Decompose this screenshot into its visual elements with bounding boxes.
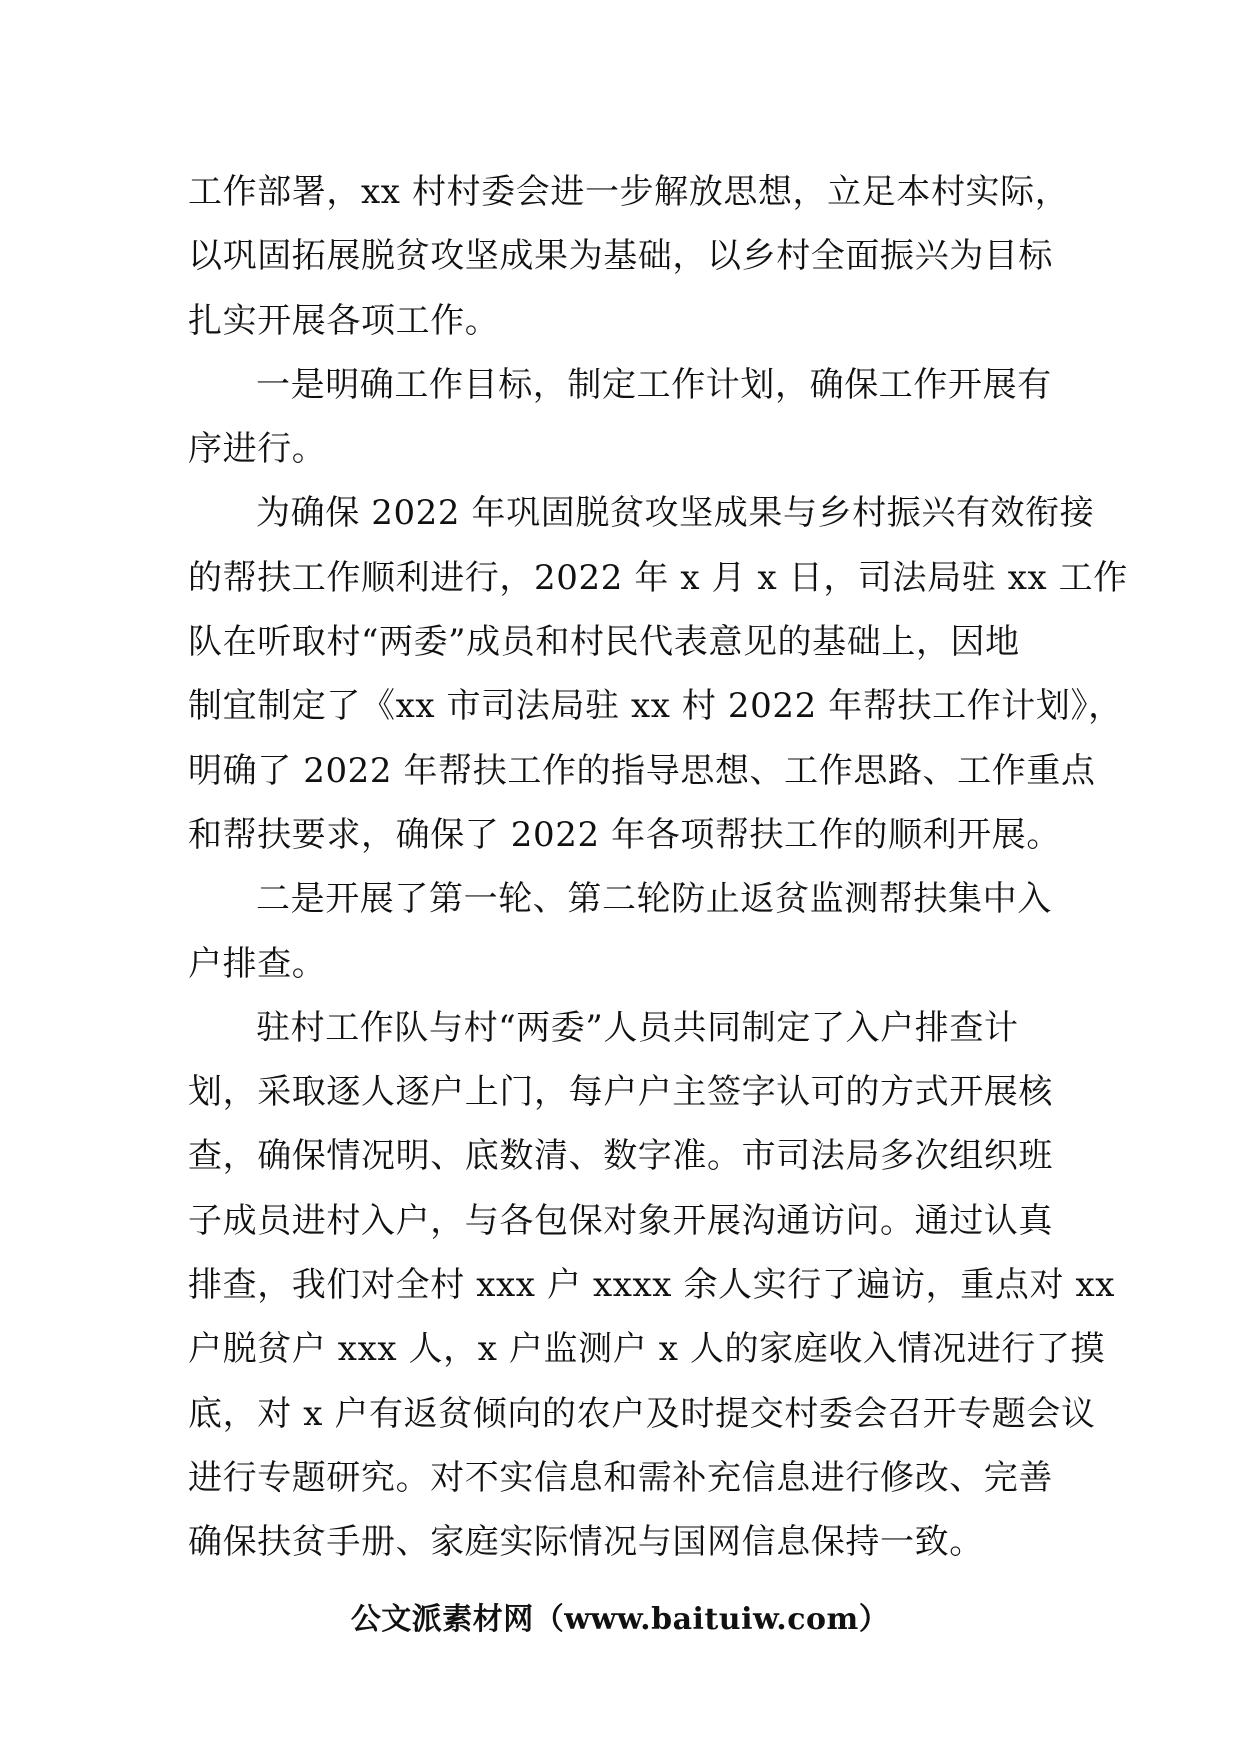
text-line: 的帮扶工作顺利进行，2022 年 x 月 x 日，司法局驻 xx 工作	[188, 557, 1128, 598]
text-line: 二是开展了第一轮、第二轮防止返贫监测帮扶集中入	[256, 879, 1052, 920]
paragraph	[188, 481, 1128, 867]
text-line: 序进行。	[188, 429, 327, 470]
text-line: 进行专题研究。对不实信息和需补充信息进行修改、完善	[188, 1457, 1053, 1498]
text-line: 队在听取村“两委”成员和村民代表意见的基础上，因地	[188, 622, 1020, 663]
text-line: 确保扶贫手册、家庭实际情况与国网信息保持一致。	[188, 1522, 984, 1563]
paragraph	[188, 996, 1116, 1575]
paragraph	[188, 160, 1068, 353]
text-line: 查，确保情况明、底数清、数字准。市司法局多次组织班	[188, 1136, 1053, 1177]
page-footer-watermark: 公文派素材网（www.baituiw.com）	[350, 1602, 890, 1637]
text-line: 为确保 2022 年巩固脱贫攻坚成果与乡村振兴有效衔接	[256, 493, 1095, 534]
text-line: 子成员进村入户，与各包保对象开展沟通访问。通过认真	[188, 1200, 1053, 1241]
text-line: 排查，我们对全村 xxx 户 xxxx 余人实行了遍访，重点对 xx	[188, 1265, 1116, 1306]
text-line: 工作部署，xx 村村委会进一步解放思想，立足本村实际，	[188, 172, 1070, 212]
text-line: 户排查。	[188, 943, 327, 984]
text-line: 户脱贫户 xxx 人，x 户监测户 x 人的家庭收入情况进行了摸	[188, 1329, 1106, 1370]
text-line: 以巩固拓展脱贫攻坚成果为基础，以乡村全面振兴为目标	[188, 236, 1053, 277]
paragraph	[188, 867, 1068, 996]
text-line: 一是明确工作目标，制定工作计划，确保工作开展有	[256, 364, 1052, 405]
text-line: 扎实开展各项工作。	[188, 300, 500, 341]
text-line: 明确了 2022 年帮扶工作的指导思想、工作思路、工作重点	[188, 750, 1096, 791]
text-line: 驻村工作队与村“两委”人员共同制定了入户排查计	[256, 1007, 1019, 1048]
text-line: 制宜制定了《xx 市司法局驻 xx 村 2022 年帮扶工作计划》，	[188, 686, 1123, 727]
text-line: 和帮扶要求，确保了 2022 年各项帮扶工作的顺利开展。	[188, 814, 1061, 855]
text-line: 底，对 x 户有返贫倾向的农户及时提交村委会召开专题会议	[188, 1393, 1096, 1434]
text-line: 划，采取逐人逐户上门，每户户主签字认可的方式开展核	[188, 1072, 1053, 1113]
paragraph	[188, 353, 1068, 482]
document-body	[188, 160, 1128, 1575]
